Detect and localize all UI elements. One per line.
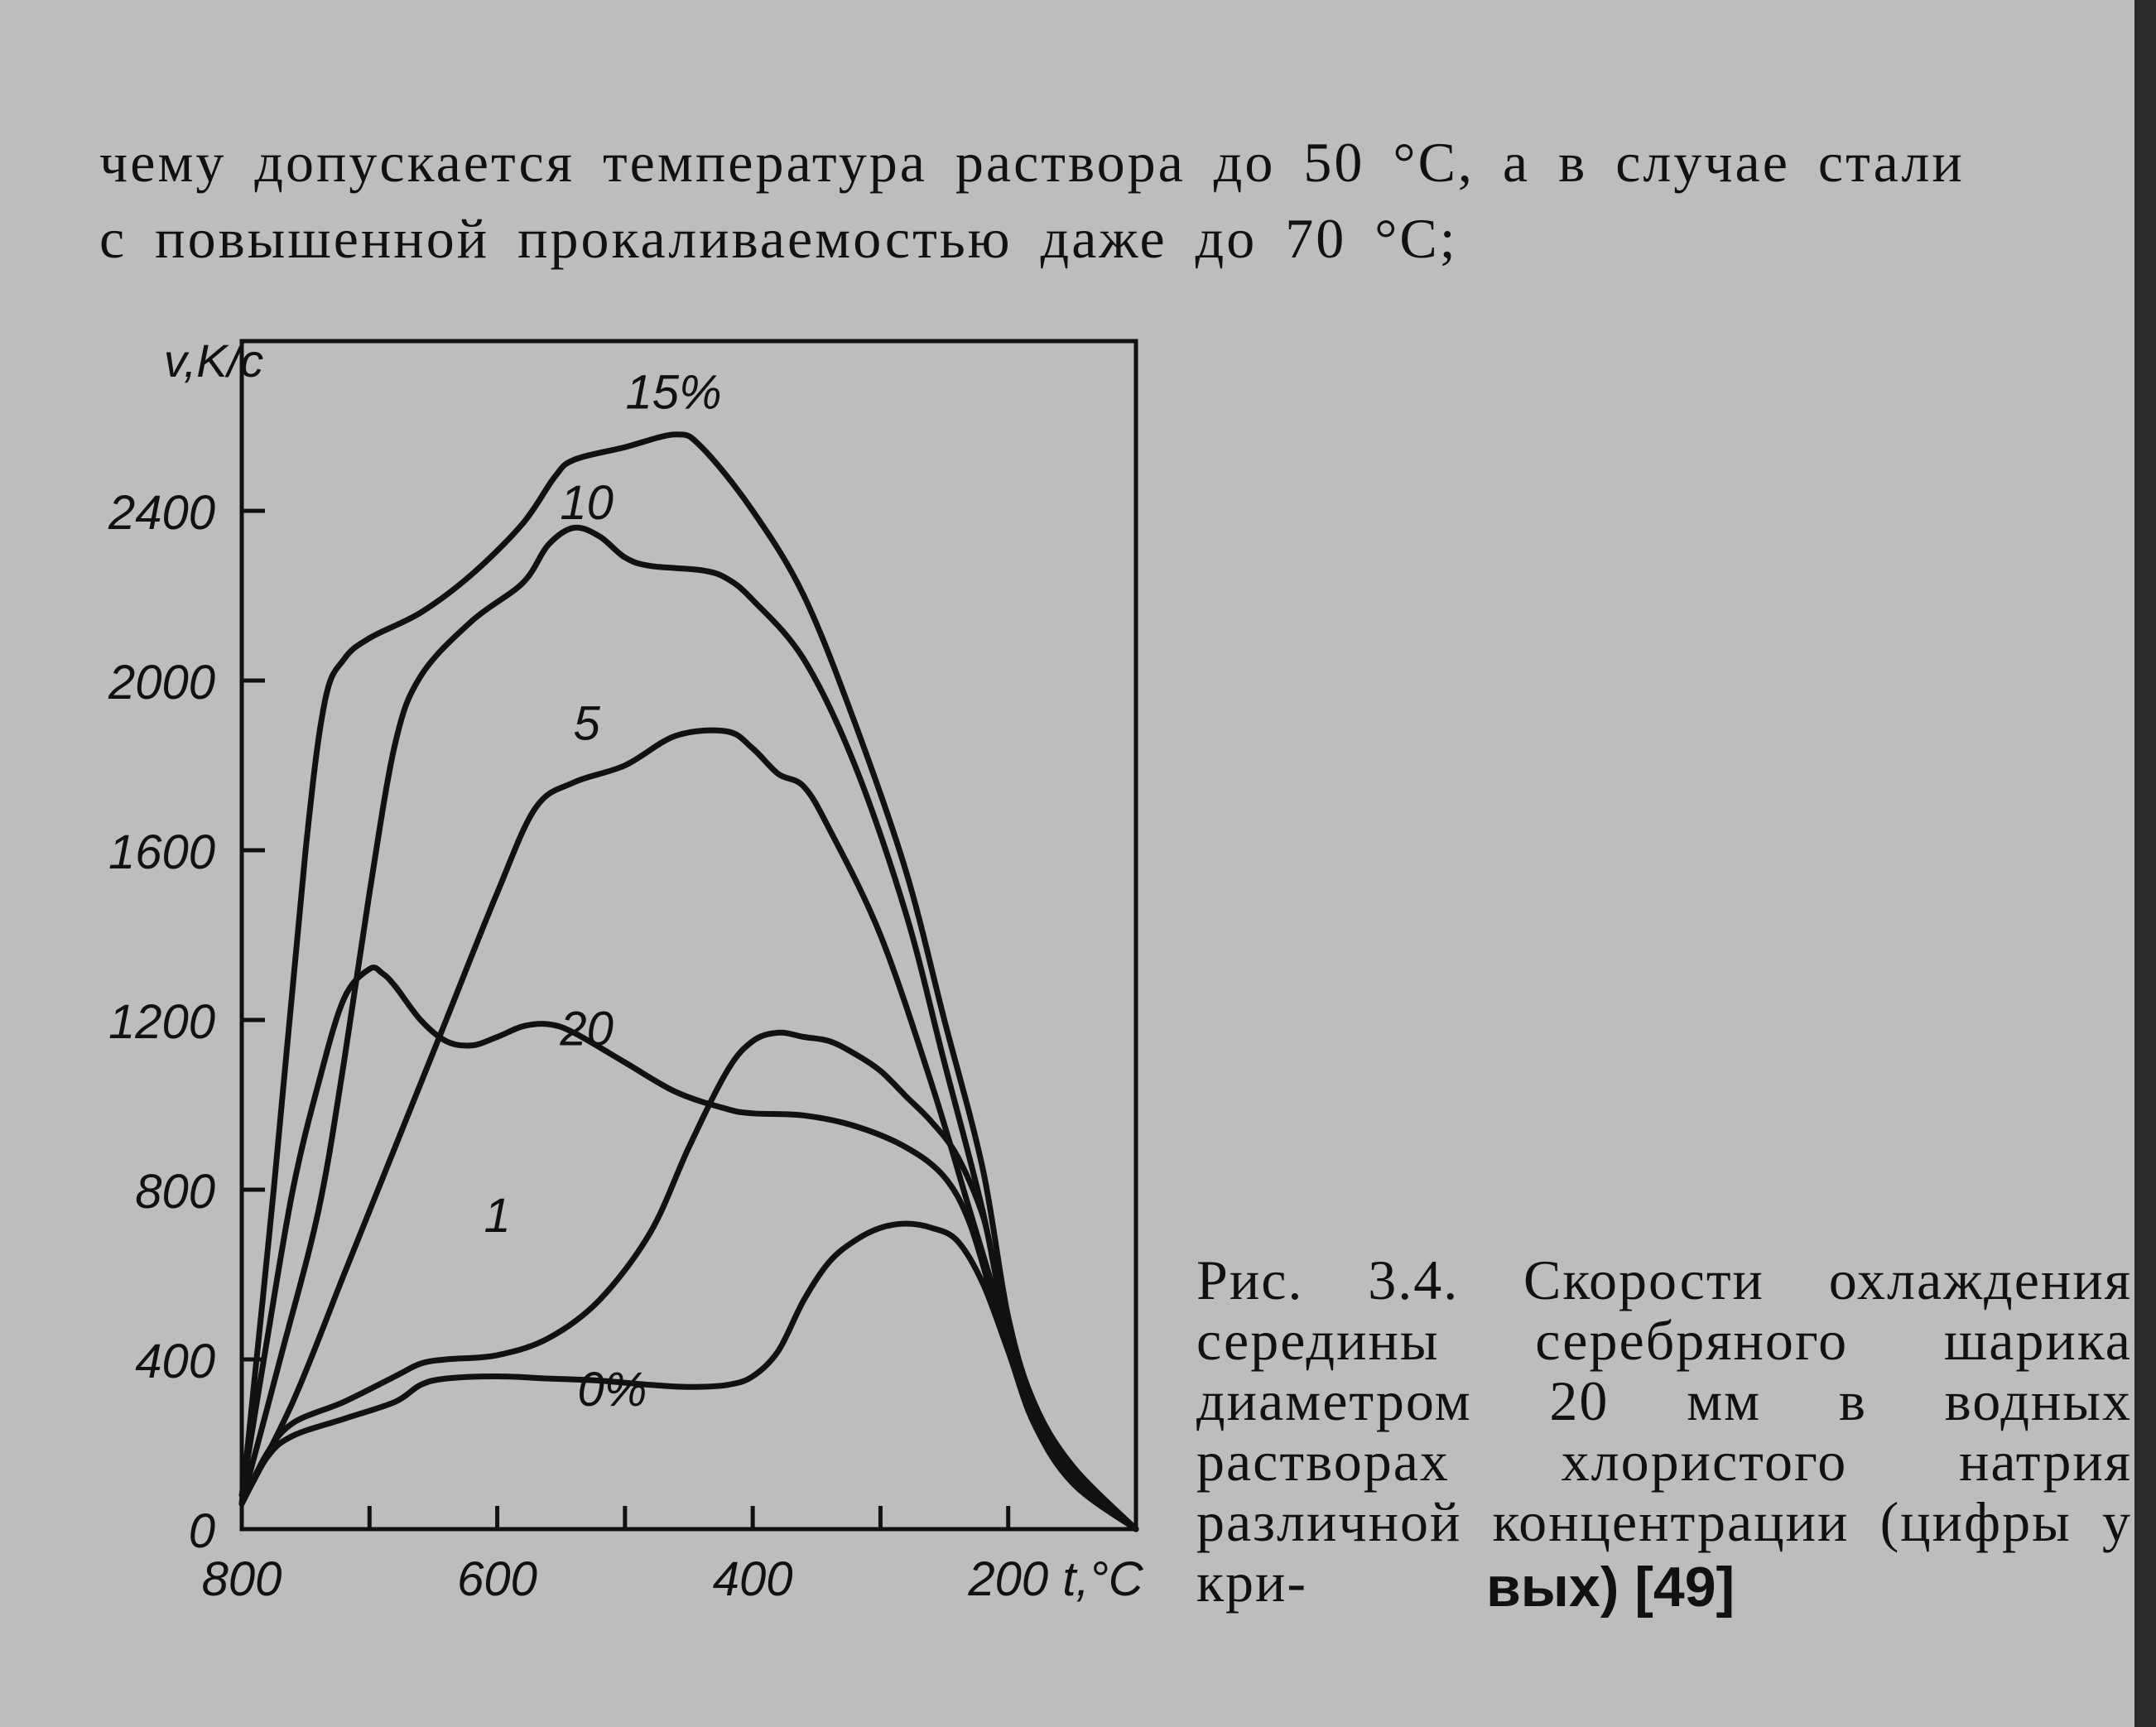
x-tick-label: 800 (201, 1552, 282, 1606)
x-axis-label: t,°C (1062, 1552, 1143, 1606)
y-tick-label: 1600 (108, 825, 215, 879)
y-tick-label: 400 (135, 1335, 215, 1388)
y-tick-label: 2000 (108, 656, 215, 710)
series-line-1 (242, 527, 1136, 1529)
curve-label: 10 (560, 475, 614, 530)
y-tick-label: 0 (188, 1504, 215, 1558)
curve-label: 20 (560, 1002, 614, 1056)
series-line-0 (242, 435, 1136, 1529)
curve-label: 1 (484, 1188, 511, 1243)
series-line-3 (242, 968, 1136, 1529)
chart-series (242, 435, 1136, 1529)
curve-label: 15% (625, 365, 722, 420)
body-text-line: чему допускается температура раствора до 50 °С, а в случае стали (99, 131, 1965, 194)
figure-caption: Рис. 3.4. Скорости охлаждения середины серебряного шарика диаметром 20 мм в водных растворах хлористого натрия различной концентрации (цифры у кри- (1196, 1248, 2132, 1614)
y-tick-label: 2400 (108, 486, 215, 540)
x-tick-label: 400 (712, 1552, 793, 1606)
y-tick-label: 1200 (108, 995, 215, 1049)
y-tick-label: 800 (135, 1165, 215, 1219)
y-axis-label: v,K/c (163, 334, 264, 387)
curve-label: 0% (577, 1362, 647, 1417)
curve-label: 5 (573, 696, 600, 751)
x-tick-label: 600 (457, 1552, 537, 1606)
chart-frame (242, 341, 1136, 1529)
x-tick-label: 200 (968, 1552, 1049, 1606)
plot-border (242, 341, 1136, 1529)
body-text-line: с повышенной прокаливаемостью даже до 70 °С; (99, 207, 1458, 270)
figure-caption-end: вых) [49] (1486, 1556, 1735, 1619)
